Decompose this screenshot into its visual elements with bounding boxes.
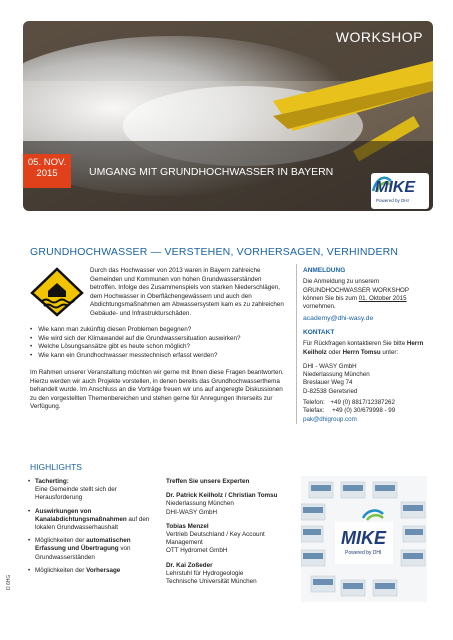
expert-entry bbox=[166, 492, 286, 517]
contact-text-end: unter: bbox=[382, 348, 399, 356]
company-street: Breslauer Weg 74 bbox=[303, 379, 353, 387]
collage-logo-sub: Powered by DHI bbox=[345, 550, 382, 556]
expert-org: Vertrieb Deutschland / Key Account Management bbox=[166, 531, 265, 547]
hero-banner bbox=[23, 21, 433, 211]
list-item bbox=[30, 567, 150, 575]
highlight-bold: Vorhersage bbox=[86, 566, 121, 574]
main-title: GRUNDHOCHWASSER — VERSTEHEN, VORHERSAGEN, VERHINDERN bbox=[30, 246, 399, 258]
phone-label: Telefon: bbox=[303, 399, 325, 407]
expert-org: Lehrstuhl für Hydrogeologie bbox=[166, 569, 244, 577]
highlight-bold: Tacherting: bbox=[35, 478, 69, 485]
registration-text-end: vornehmen. bbox=[303, 303, 336, 311]
expert-org: Niederlassung München bbox=[166, 500, 234, 508]
highlight-text: Eine Gemeinde stellt sich der Herausforderung bbox=[35, 486, 117, 502]
list-item bbox=[30, 478, 150, 503]
highlight-bold: Auswirkungen von Kanalabdichtungsmaßnahmen bbox=[35, 507, 127, 523]
expert-name: Dr. Patrick Keilholz / Christian Tomsu bbox=[166, 492, 278, 500]
highlight-pre: Möglichkeiten der bbox=[35, 566, 85, 574]
intro-text: Durch das Hochwasser von 2013 waren in Bayern zahlreiche Gemeinden und Kommunen von hohen Grundwasserständen betroffen. Infolge des Zusammenspiels von starken Niederschlägen, dem Hochwasser in Oberflächengewässern und auch den Abdichtungsmaßnahmen am Abwassersystem kam es zu zahlreichen Gebäude- und Infrastrukturschäden. bbox=[90, 267, 284, 317]
mike-logo-sub: Powered by DHI bbox=[376, 198, 409, 203]
flood-warning-icon bbox=[30, 267, 84, 317]
list-item: • Wie kann ein Grundhochwasser messtechnisch erfasst werden? bbox=[30, 352, 290, 361]
registration-section bbox=[303, 267, 425, 324]
list-item bbox=[30, 508, 150, 533]
list-item: • Wie kann man zukünftig diesen Problemen begegnen? bbox=[30, 326, 290, 335]
contact-name-2: Herrn Tomsu bbox=[342, 348, 381, 356]
expert-entry bbox=[166, 523, 286, 556]
expert-entry bbox=[166, 562, 286, 587]
fax-label: Telefax: bbox=[303, 407, 325, 415]
experts-heading: Treffen Sie unsere Experten bbox=[166, 478, 250, 485]
company-city: D-82538 Geretsried bbox=[303, 387, 358, 395]
product-collage bbox=[301, 476, 427, 602]
date-day: 05. NOV. bbox=[27, 157, 67, 168]
expert-name: Tobias Menzel bbox=[166, 522, 209, 530]
highlight-bold: automatischen Erfassung und Übertragung bbox=[35, 537, 131, 553]
company-name: DHI - WASY GmbH bbox=[303, 362, 357, 370]
contact-text: Für Rückfragen kontaktieren Sie bitte bbox=[303, 340, 406, 348]
list-item: • Wie wird sich der Klimawandel auf die Grundwassersituation auswirken? bbox=[30, 335, 290, 344]
highlight-pre: Möglichkeiten der bbox=[35, 537, 85, 545]
fax-row bbox=[303, 407, 425, 415]
mike-logo-text: MIKE bbox=[375, 179, 415, 196]
phone-number: +49 (0) 8817/12387262 bbox=[330, 399, 395, 407]
registration-deadline: 01. Oktober 2015 bbox=[358, 294, 407, 302]
contact-heading: KONTAKT bbox=[303, 329, 335, 336]
fax-number: +49 (0) 30/679998 - 99 bbox=[332, 407, 396, 415]
highlight-text: von Grundwasserständen bbox=[35, 545, 131, 561]
company-branch: Niederlassung München bbox=[303, 371, 370, 379]
registration-email-link[interactable]: academy@dhi-wasy.de bbox=[303, 315, 374, 323]
workshop-label: WORKSHOP bbox=[335, 29, 423, 45]
date-year: 2015 bbox=[36, 168, 58, 179]
experts-section bbox=[166, 478, 286, 592]
expert-company: Technische Universität München bbox=[166, 578, 257, 586]
contact-section bbox=[303, 329, 425, 424]
list-item: • Welche Lösungsansätze gibt es heute schon möglich? bbox=[30, 343, 290, 352]
contact-name-1: Herrn Keilholz bbox=[303, 340, 424, 356]
contact-or: oder bbox=[328, 348, 341, 356]
collage-logo-text: MIKE bbox=[341, 528, 386, 548]
question-list bbox=[30, 326, 290, 360]
highlights-heading: HIGHLIGHTS bbox=[30, 462, 82, 472]
expert-company: DHI-WASY GmbH bbox=[166, 508, 218, 516]
mike-logo bbox=[371, 173, 429, 209]
date-badge bbox=[23, 154, 71, 188]
highlights-list bbox=[30, 478, 150, 580]
expert-name: Dr. Kai Zoßeder bbox=[166, 561, 213, 569]
registration-heading: ANMELDUNG bbox=[303, 267, 346, 274]
phone-row bbox=[303, 399, 425, 407]
highlight-text: auf den lokalen Grundwasserhaushalt bbox=[35, 515, 150, 532]
hero-title: UMGANG MIT GRUNDHOCHWASSER IN BAYERN bbox=[89, 166, 334, 178]
expert-company: OTT Hydromet GmbH bbox=[166, 547, 228, 555]
list-item bbox=[30, 537, 150, 562]
registration-text: Die Anmeldung zu unserem GRUNDHOCHWASSER WORKSHOP können Sie bis zum bbox=[303, 278, 409, 302]
contact-email-link[interactable]: pak@dhigroup.com bbox=[303, 415, 357, 423]
body-paragraph: Im Rahmen unserer Veranstaltung möchten wir gerne mit Ihnen diese Fragen beantworten. Hierzu werden wir auch Projekte vorstellen, in denen bereits das Grundhochwasserthema behandelt wurde. Im Anschluss an die Vorträge freuen wir uns auf angeregte Diskussionen zu den vorgestellten Themenbereichen und stehen gerne für Anregungen Ihrerseits zur Verfügung. bbox=[30, 369, 284, 411]
document-code: D 6HG bbox=[6, 574, 12, 590]
column-divider bbox=[296, 264, 297, 424]
